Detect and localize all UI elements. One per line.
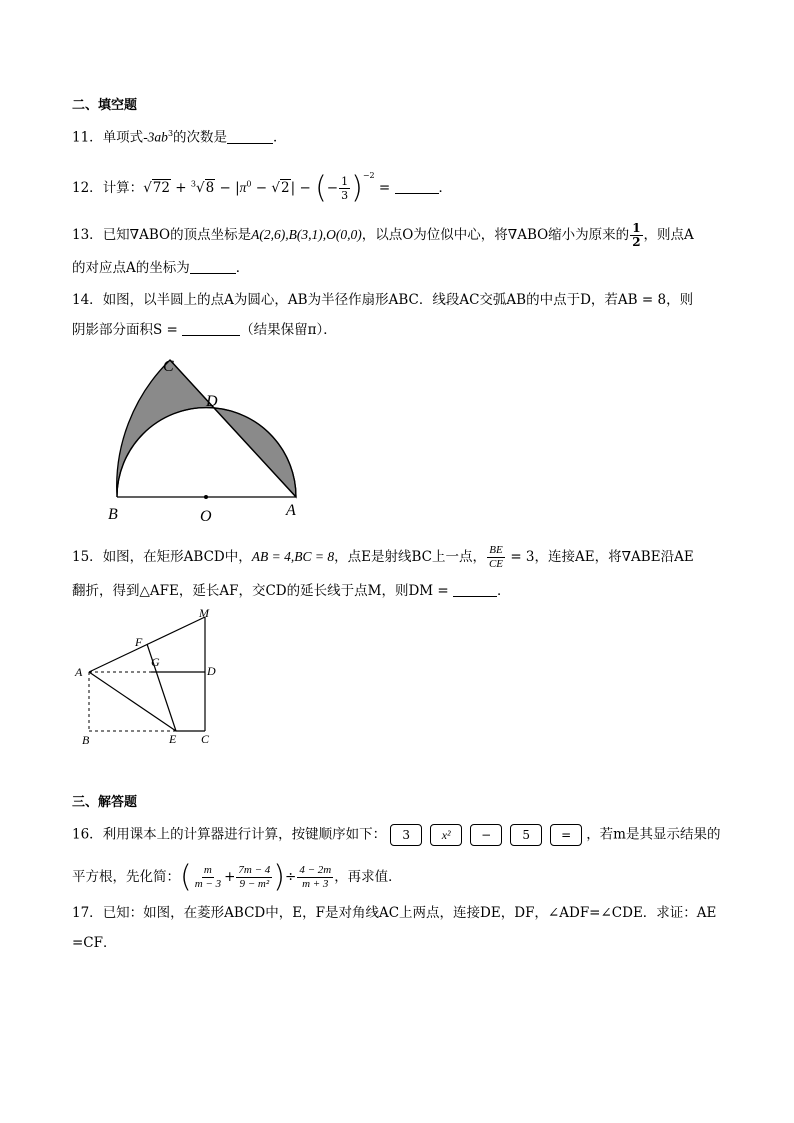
question-17 — [72, 903, 716, 923]
q15-answer-blank[interactable] — [453, 582, 497, 597]
q14-answer-blank[interactable] — [182, 321, 240, 336]
label-C: C — [163, 358, 174, 375]
question-13-line-2 — [72, 258, 249, 278]
q13-text-2: ，以点O为位似中心，将∇ABO缩小为原来的 — [361, 227, 630, 243]
q15-condition: AB = 4,BC = 8 — [251, 549, 335, 564]
q12-minus2: − — [251, 180, 272, 196]
label-A: A — [286, 502, 296, 519]
q12-frac-num: 1 — [341, 175, 349, 188]
label-B: B — [108, 506, 118, 523]
question-13 — [72, 222, 694, 249]
q13-frac-num: 1 — [632, 221, 641, 235]
q16-fraction-1 — [193, 864, 223, 891]
q14-text-2: 阴影部分面积S = — [72, 322, 183, 338]
shaded-region-left — [117, 360, 214, 497]
question-12: 12．计算：$√72 + ^3√8 - |\pi^0 - √2|$ − (− $\frac{1}{3}$ )$^{-2}$ = ． — [72, 170, 453, 206]
q12-abs-close: | − — [290, 180, 316, 196]
question-15-line-2 — [72, 581, 511, 601]
label-B: B — [82, 733, 90, 747]
q12-pi: π — [239, 180, 247, 195]
q11-answer-blank[interactable] — [227, 129, 273, 144]
q16-divide: ÷ — [285, 869, 297, 885]
question-11 — [72, 124, 287, 148]
q16-f2-den: 9 − m² — [239, 878, 270, 890]
q13-end: ． — [235, 260, 250, 276]
q12-exponent: −2 — [362, 171, 375, 180]
question-15 — [72, 544, 694, 571]
q15-text-1: 如图，在矩形ABCD中， — [102, 549, 252, 565]
q14-number: 14． — [72, 292, 103, 308]
q12-frac-den: 3 — [341, 189, 349, 202]
q16-paren-open: ( — [180, 859, 192, 895]
q12-radicand-2: 8 — [205, 180, 215, 196]
q12-text: 计算： — [102, 180, 144, 196]
q16-f1-num: m — [203, 864, 212, 876]
q16-paren-close: ) — [273, 859, 285, 895]
q11-text: 单项式 — [102, 129, 144, 146]
figure-14-sector-diagram — [100, 350, 320, 530]
q12-minus: − | — [215, 180, 240, 196]
q12-radicand-3: 2 — [281, 180, 290, 196]
q16-fraction-3 — [297, 864, 333, 891]
calculator-key-equals: = — [550, 824, 582, 846]
q15-fraction — [487, 544, 505, 571]
q16-f1-den: m − 3 — [194, 878, 222, 890]
q12-paren-close: ) — [351, 170, 363, 206]
q16-text-1: 利用课本上的计算器进行计算，按键顺序如下： — [102, 826, 387, 843]
q12-plus: + — [170, 180, 191, 196]
segment-CA — [170, 360, 296, 497]
label-O: O — [200, 508, 212, 525]
q12-answer-blank[interactable] — [395, 179, 439, 194]
q15-text-4: 翻折，得到△AFE，延长AF，交CD的延长线于点M，则DM = — [72, 583, 453, 599]
q11-expression: -3ab — [143, 129, 168, 145]
q12-end: ． — [438, 180, 453, 196]
q11-text-post: 的次数是 — [173, 129, 228, 146]
label-D: D — [207, 664, 216, 678]
q15-text-3: = 3，连接AE，将∇ABE沿AE — [506, 549, 694, 565]
q13-text-3: ，则点A — [643, 227, 694, 243]
q13-number: 13． — [72, 227, 103, 243]
q11-exponent: 3 — [167, 129, 174, 138]
q12-number: 12． — [72, 180, 103, 196]
question-16-line-2 — [72, 859, 402, 895]
question-14 — [72, 290, 693, 310]
q16-fraction-2 — [236, 864, 272, 891]
q17-text-1: 已知：如图，在菱形ABCD中，E，F是对角线AC上两点，连接DE，DF，∠ADF=∠CDE．求证：AE — [102, 905, 717, 921]
q17-number: 17． — [72, 905, 103, 921]
q16-text-3: 平方根，先化简： — [72, 869, 180, 885]
q14-text-1: 如图，以半圆上的点A为圆心，AB为半径作扇形ABC．线段AC交弧AB的中点于D，若AB = 8，则 — [102, 292, 694, 308]
point-O — [204, 495, 208, 499]
q16-f3-num: 4 − 2m — [299, 864, 332, 876]
question-14-line-2 — [72, 320, 337, 340]
calculator-key-minus: − — [470, 824, 502, 846]
q13-text-4: 的对应点A的坐标为 — [72, 260, 190, 276]
q12-equals: = — [374, 180, 395, 196]
calculator-key-3: 3 — [390, 824, 422, 846]
q12-neg: − — [326, 180, 339, 196]
segment-AE — [89, 672, 176, 731]
question-17-line-2 — [72, 933, 117, 953]
label-M: M — [199, 606, 209, 620]
q15-number: 15． — [72, 549, 103, 565]
q12-fraction — [339, 175, 350, 202]
q12-paren-open: ( — [315, 170, 327, 206]
q15-frac-num: BE — [489, 544, 503, 556]
q16-text-4: ，再求值． — [334, 869, 402, 885]
q15-end: ． — [497, 583, 511, 599]
q16-f2-num: 7m − 4 — [238, 864, 271, 876]
q12-radicand-1: 72 — [152, 180, 170, 196]
q11-end: ． — [273, 129, 287, 146]
label-E: E — [169, 732, 177, 746]
label-D: D — [206, 393, 218, 410]
q15-text-2: ，点E是射线BC上一点， — [334, 549, 486, 565]
q16-number: 16． — [72, 826, 103, 843]
q13-fraction — [630, 222, 642, 249]
q16-text-2: ，若m是其显示结果的 — [586, 826, 721, 843]
label-G: G — [151, 655, 160, 669]
q13-frac-den: 2 — [632, 235, 641, 249]
q13-answer-blank[interactable] — [190, 259, 236, 274]
label-C: C — [201, 732, 210, 746]
q17-text-2: =CF． — [72, 935, 117, 951]
q13-coordinates: A(2,6),B(3,1),O(0,0) — [251, 227, 362, 242]
q12-pi-exp: 0 — [246, 179, 252, 189]
calculator-key-5: 5 — [510, 824, 542, 846]
q16-plus: + — [224, 869, 236, 885]
q16-f3-den: m + 3 — [302, 878, 329, 890]
section-fill-blank-heading: 二、填空题 — [72, 98, 138, 113]
question-16 — [72, 824, 721, 846]
q13-text-1: 已知∇ABO的顶点坐标是 — [102, 227, 252, 243]
section-answer-heading: 三、解答题 — [72, 795, 138, 810]
q11-number: 11． — [72, 129, 103, 146]
calculator-key-square: x² — [430, 824, 462, 846]
label-A: A — [75, 665, 83, 679]
q12-root-index: 3 — [190, 179, 196, 189]
label-F: F — [135, 635, 143, 649]
figure-15-rectangle-diagram — [72, 605, 232, 750]
q15-frac-den: CE — [488, 558, 504, 570]
q14-text-3: （结果保留π）． — [240, 322, 337, 338]
